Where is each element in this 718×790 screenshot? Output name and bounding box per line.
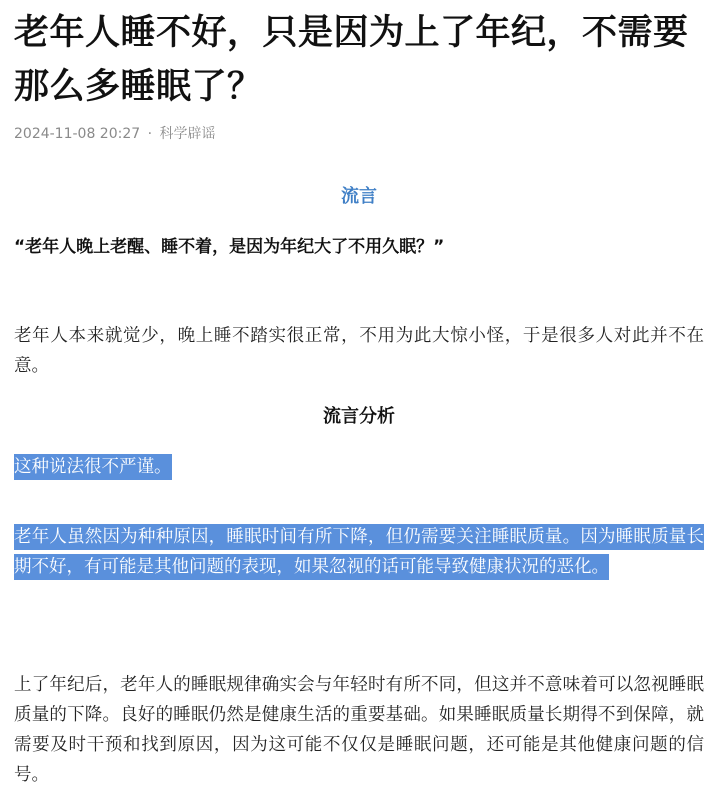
selected-text[interactable]: 老年人虽然因为种种原因，睡眠时间有所下降，但仍需要关注睡眠质量。因为睡眠质量长期不好，有可能是其他问题的表现，如果忽视的话可能导致健康状况的恶化。 [14,524,704,580]
rumor-paragraph: 老年人本来就觉少，晚上睡不踏实很正常，不用为此大惊小怪，于是很多人对此并不在意。 [14,325,704,376]
analysis-paragraph-2[interactable] [14,522,704,582]
rumor-quote: “老年人晚上老醒、睡不着，是因为年纪大了不用久眠？” [14,237,445,257]
selected-text[interactable]: 这种说法很不严谨。 [14,454,172,480]
analysis-paragraph-3: 上了年纪后，老年人的睡眠规律确实会与年轻时有所不同，但这并不意味着可以忽视睡眠质量的下降。良好的睡眠仍然是健康生活的重要基础。如果睡眠质量长期得不到保障，就需要及时干预和找到原因，因为这可能不仅仅是睡眠问题，还可能是其他健康问题的信号。 [14,674,704,785]
analysis-heading: 流言分析 [323,406,395,427]
analysis-paragraph-1[interactable] [14,452,704,482]
source-name: 科学辟谣 [159,126,216,142]
publish-date: 2024-11-08 20:27 [14,126,141,142]
meta-separator: · [147,126,153,142]
article-meta [14,124,216,144]
article-title: 老年人睡不好，只是因为上了年纪，不需要那么多睡眠了？ [14,13,689,107]
rumor-heading: 流言 [341,186,377,207]
